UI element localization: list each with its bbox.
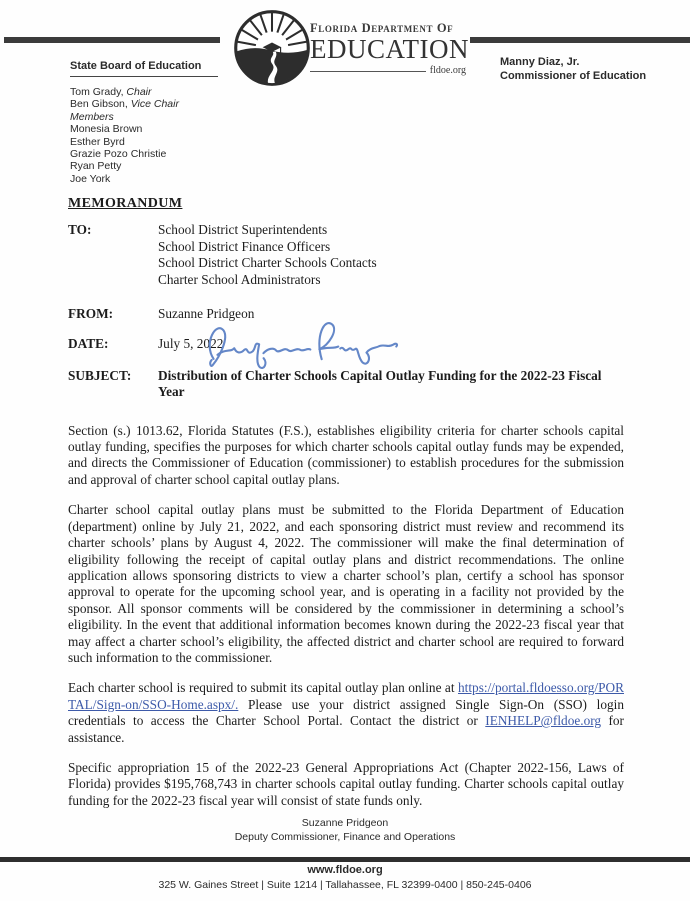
footer-website: www.fldoe.org <box>307 864 383 876</box>
to-label: TO: <box>68 222 92 238</box>
from-label: FROM: <box>68 306 114 322</box>
subject-label: SUBJECT: <box>68 367 132 383</box>
board-member: Joe York <box>70 172 111 185</box>
to-recipients <box>158 222 377 288</box>
closing-block <box>0 817 690 844</box>
board-member: Grazie Pozo Christie <box>70 148 167 161</box>
state-board-title: State Board of Education <box>70 60 218 77</box>
recipient-line: School District Superintendents <box>158 222 328 238</box>
memo-content <box>68 196 624 809</box>
board-member: Tom Grady, Chair <box>70 86 152 98</box>
board-member: Members <box>70 110 114 123</box>
footer-address: 325 W. Gaines Street | Suite 1214 | Tallahassee, FL 32399-0400 | 850-245-0406 <box>158 879 532 891</box>
board-member: Ben Gibson, Vice Chair <box>70 98 179 111</box>
board-member: Monesia Brown <box>70 123 143 136</box>
commissioner-block <box>500 56 646 83</box>
fldoe-seal-icon <box>233 9 311 87</box>
wordmark-rule <box>310 71 426 72</box>
footer-rule <box>0 857 690 862</box>
from-value: Suzanne Pridgeon <box>158 306 255 322</box>
subject-value: Distribution of Charter Schools Capital Outlay Funding for the 2022-23 Fiscal Year <box>158 367 602 400</box>
commissioner-title: Commissioner of Education <box>500 69 647 82</box>
date-value: July 5, 2022 <box>158 336 224 352</box>
paragraph-2: Charter school capital outlay plans must be submitted to the Florida Department of Education (department) online by July 21, 2022, and each sponsoring district must review and recommend its charter schools’ plans by August 4, 2022. The commissioner will make the final determination of eligibility following the receipt of capital outlay plans and district recommendations. The online application allows sponsoring districts to view a charter school’s plan, certify a school has sponsor approval to operate for the upcoming school year, and is operating in a facility not provided by the sponsor. All sponsor comments will be considered by the commissioner in determining a school’s eligibility. In the event that additional information becomes known during the 2022-23 fiscal year that may affect a charter school’s eligibility, the affected district and charter school are required to forward such information to the commissioner. <box>68 502 624 665</box>
date-label: DATE: <box>68 336 109 352</box>
state-board-block <box>70 56 240 185</box>
wordmark-website: fldoe.org <box>429 65 466 76</box>
paragraph-4: Specific appropriation 15 of the 2022-23 General Appropriations Act (Chapter 2022-156, Laws of Florida) provides $195,768,743 in charter schools capital outlay funding. Charter schools capital outlay funding for the 2022-23 fiscal year will consist of state funds only. <box>68 759 624 808</box>
closing-title: Deputy Commissioner, Finance and Operations <box>234 830 456 843</box>
commissioner-name: Manny Diaz, Jr. <box>500 56 580 68</box>
board-member: Esther Byrd <box>70 135 125 148</box>
paragraph-3: Each charter school is required to submit its capital outlay plan online at https://portal.fldoesso.org/PORTAL/Sign-on/SSO-Home.aspx/. Please use your district assigned Single Sign-On (SSO) login credentials to access the Charter School Portal. Contact the district or IENHELP@fldoe.org for assistance. <box>68 680 624 745</box>
board-member: Ryan Petty <box>70 160 122 173</box>
department-wordmark <box>310 21 469 76</box>
paragraph-1: Section (s.) 1013.62, Florida Statutes (F.S.), establishes eligibility criteria for charter schools capital outlay funding, specifies the purposes for which charter schools capital outlay funds may be expended, and directs the Commissioner of Education (commissioner) to establish procedures for the submission and approval of charter school capital outlay plans. <box>68 422 624 487</box>
header-rule-left <box>4 37 220 43</box>
recipient-line: School District Charter Schools Contacts <box>158 255 377 271</box>
wordmark-line1: Florida Department Of <box>310 21 454 35</box>
recipient-line: Charter School Administrators <box>158 271 321 287</box>
memo-heading: MEMORANDUM <box>68 196 183 211</box>
wordmark-line2: EDUCATION <box>310 34 469 64</box>
recipient-line: School District Finance Officers <box>158 238 331 254</box>
closing-name: Suzanne Pridgeon <box>301 817 389 829</box>
portal-link[interactable]: https://portal.fldoesso.org/PORTAL/Sign-on/SSO-Home.aspx/. <box>68 680 624 712</box>
ienhelp-email-link[interactable]: IENHELP@fldoe.org <box>485 713 602 729</box>
header-rule-right <box>470 37 690 43</box>
